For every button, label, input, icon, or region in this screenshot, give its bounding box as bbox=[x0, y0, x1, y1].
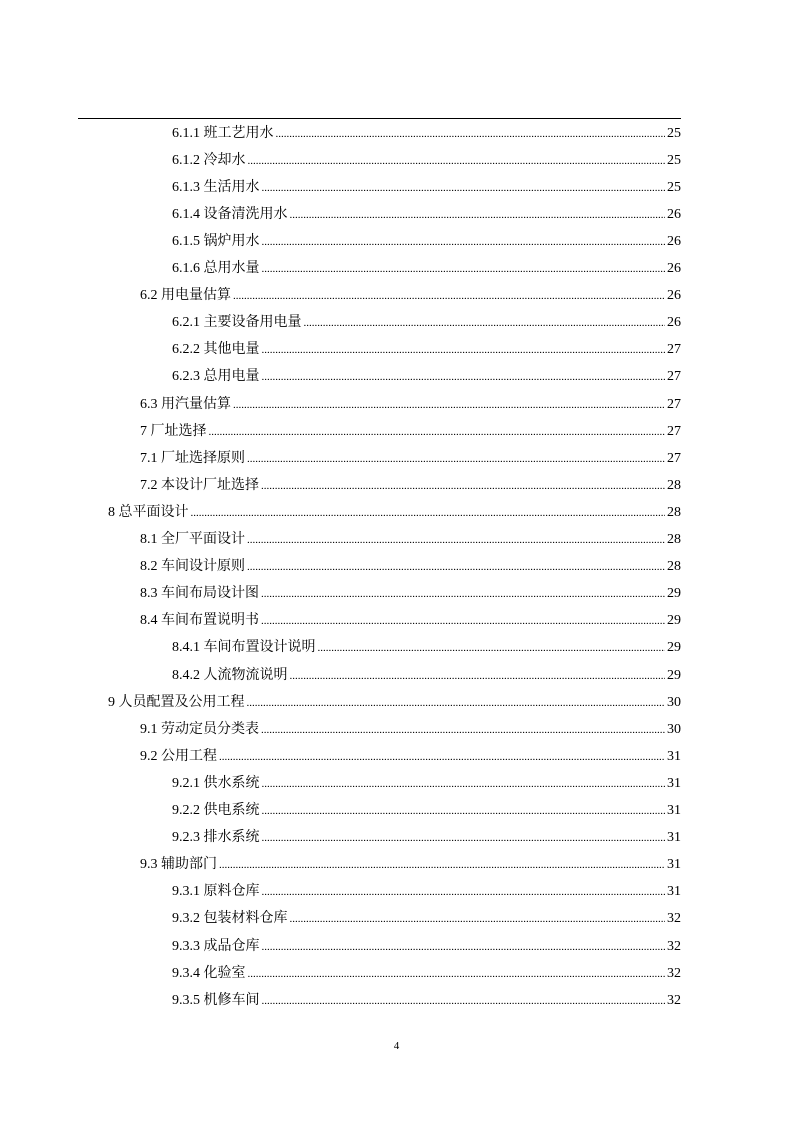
toc-entry-page: 29 bbox=[667, 667, 681, 683]
toc-entry-page: 26 bbox=[667, 261, 681, 276]
toc-entry-title: 8.4.2 人流物流说明 bbox=[172, 667, 288, 683]
toc-entry-page: 26 bbox=[667, 233, 681, 249]
toc-entry-title: 9 人员配置及公用工程 bbox=[108, 694, 245, 710]
toc-entry-title: 8.4 车间布置说明书 bbox=[140, 613, 259, 629]
toc-entry[interactable] bbox=[172, 987, 681, 1014]
toc-entry-page: 29 bbox=[667, 586, 681, 602]
toc-entry-page: 29 bbox=[667, 640, 681, 656]
toc-entry[interactable] bbox=[140, 445, 681, 472]
toc-entry-page: 25 bbox=[667, 152, 681, 168]
toc-dot-leader bbox=[276, 121, 666, 148]
toc-entry-page: 32 bbox=[667, 911, 681, 927]
toc-entry[interactable] bbox=[172, 228, 681, 255]
toc-entry-title: 6.1.5 锅炉用水 bbox=[172, 233, 260, 249]
toc-dot-leader bbox=[262, 988, 666, 1015]
toc-entry-title: 7.2 本设计厂址选择 bbox=[140, 477, 259, 493]
toc-entry-page: 28 bbox=[667, 477, 681, 493]
toc-entry-page: 30 bbox=[667, 694, 681, 710]
toc-dot-leader bbox=[262, 256, 666, 283]
toc-entry[interactable] bbox=[172, 336, 681, 363]
toc-dot-leader bbox=[233, 283, 665, 310]
toc-entry[interactable] bbox=[108, 499, 681, 526]
toc-entry-title: 8 总平面设计 bbox=[108, 504, 189, 520]
toc-entry-page: 31 bbox=[667, 803, 681, 818]
toc-entry[interactable] bbox=[140, 553, 681, 580]
toc-entry[interactable] bbox=[140, 580, 681, 607]
toc-entry-title: 6.1.1 班工艺用水 bbox=[172, 125, 274, 141]
toc-entry-title: 8.1 全厂平面设计 bbox=[140, 532, 245, 547]
toc-entry-title: 9.3.5 机修车间 bbox=[172, 992, 260, 1008]
toc-entry-title: 9.2.1 供水系统 bbox=[172, 775, 260, 791]
toc-entry[interactable] bbox=[172, 905, 681, 932]
toc-entry-page: 27 bbox=[667, 423, 681, 439]
toc-entry-page: 29 bbox=[667, 613, 681, 629]
toc-entry[interactable] bbox=[140, 391, 681, 418]
toc-dot-leader bbox=[219, 744, 665, 771]
toc-entry[interactable] bbox=[172, 174, 681, 201]
toc-entry[interactable] bbox=[172, 309, 681, 336]
toc-dot-leader bbox=[262, 364, 666, 391]
toc-dot-leader bbox=[261, 473, 665, 500]
toc-entry-page: 28 bbox=[667, 504, 681, 520]
toc-dot-leader bbox=[261, 717, 665, 744]
toc-entry[interactable] bbox=[172, 255, 681, 282]
toc-entry-page: 26 bbox=[667, 206, 681, 222]
toc-entry-page: 26 bbox=[667, 288, 681, 304]
toc-dot-leader bbox=[261, 608, 665, 635]
toc-entry-page: 31 bbox=[667, 748, 681, 764]
toc-dot-leader bbox=[247, 446, 665, 473]
toc-entry[interactable] bbox=[140, 472, 681, 499]
toc-dot-leader bbox=[209, 419, 666, 446]
toc-entry[interactable] bbox=[172, 662, 681, 689]
toc-entry[interactable] bbox=[172, 824, 681, 851]
toc-dot-leader bbox=[248, 961, 666, 988]
toc-entry[interactable] bbox=[172, 770, 681, 797]
toc-entry[interactable] bbox=[140, 418, 681, 445]
toc-entry-page: 27 bbox=[667, 342, 681, 358]
toc-entry-title: 7.1 厂址选择原则 bbox=[140, 450, 245, 466]
toc-entry-page: 25 bbox=[667, 125, 681, 141]
toc-entry[interactable] bbox=[172, 960, 681, 987]
toc-dot-leader bbox=[233, 392, 665, 419]
toc-entry-page: 31 bbox=[667, 775, 681, 791]
toc-entry-page: 30 bbox=[667, 721, 681, 737]
toc-entry-title: 9.3.4 化验室 bbox=[172, 965, 246, 981]
toc-entry-title: 9.3 辅助部门 bbox=[140, 857, 217, 873]
toc-dot-leader bbox=[247, 527, 665, 554]
toc-entry-page: 31 bbox=[667, 830, 681, 846]
toc-entry[interactable] bbox=[140, 716, 681, 743]
toc-entry-title: 9.3.3 成品仓库 bbox=[172, 938, 260, 954]
page-number: 4 bbox=[393, 1040, 400, 1052]
toc-entry-title: 7 厂址选择 bbox=[140, 423, 207, 439]
toc-dot-leader bbox=[262, 934, 666, 961]
toc-dot-leader bbox=[290, 906, 666, 933]
toc-entry-title: 6.1.6 总用水量 bbox=[172, 261, 260, 276]
toc-entry-title: 6.1.2 冷却水 bbox=[172, 152, 246, 168]
toc-entry[interactable] bbox=[140, 282, 681, 309]
toc-dot-leader bbox=[262, 771, 666, 798]
toc-entry-page: 26 bbox=[667, 315, 681, 331]
toc-entry-page: 27 bbox=[667, 369, 681, 385]
toc-entry-title: 8.3 车间布局设计图 bbox=[140, 586, 259, 602]
toc-entry-title: 6.1.4 设备清洗用水 bbox=[172, 206, 288, 222]
toc-dot-leader bbox=[262, 337, 666, 364]
toc-dot-leader bbox=[304, 310, 666, 337]
toc-dot-leader bbox=[318, 635, 666, 662]
toc-entry[interactable] bbox=[172, 797, 681, 824]
toc-entry-title: 9.2.3 排水系统 bbox=[172, 830, 260, 846]
toc-entry-title: 9.1 劳动定员分类表 bbox=[140, 721, 259, 737]
toc-dot-leader bbox=[247, 554, 665, 581]
toc-entry-page: 27 bbox=[667, 450, 681, 466]
toc-dot-leader bbox=[290, 663, 666, 690]
toc-entry-page: 32 bbox=[667, 965, 681, 981]
toc-dot-leader bbox=[261, 581, 665, 608]
toc-entry[interactable] bbox=[140, 851, 681, 878]
toc-entry-title: 6.2.3 总用电量 bbox=[172, 369, 260, 385]
toc-entry[interactable] bbox=[172, 201, 681, 228]
toc-entry-title: 9.2 公用工程 bbox=[140, 748, 217, 764]
toc-entry[interactable] bbox=[172, 120, 681, 147]
toc-entry[interactable] bbox=[172, 634, 681, 661]
toc-entry-title: 8.2 车间设计原则 bbox=[140, 559, 245, 575]
toc-entry[interactable] bbox=[172, 147, 681, 174]
toc-entry-title: 6.2.2 其他电量 bbox=[172, 342, 260, 358]
toc-entry-title: 9.2.2 供电系统 bbox=[172, 803, 260, 818]
toc-entry[interactable] bbox=[140, 607, 681, 634]
toc-entry[interactable] bbox=[172, 933, 681, 960]
toc-entry-page: 32 bbox=[667, 938, 681, 954]
toc-entry-title: 8.4.1 车间布置设计说明 bbox=[172, 640, 316, 656]
toc-entry-title: 6.3 用汽量估算 bbox=[140, 396, 231, 412]
toc-entry[interactable] bbox=[140, 526, 681, 553]
toc-dot-leader bbox=[219, 852, 665, 879]
toc-entry-title: 9.3.2 包装材料仓库 bbox=[172, 911, 288, 927]
toc-entry-page: 28 bbox=[667, 559, 681, 575]
toc-dot-leader bbox=[262, 798, 666, 825]
toc-entry-page: 28 bbox=[667, 532, 681, 547]
toc-entry[interactable] bbox=[172, 363, 681, 390]
toc-dot-leader bbox=[191, 500, 666, 527]
toc-entry-page: 32 bbox=[667, 992, 681, 1008]
toc-entry[interactable] bbox=[108, 689, 681, 716]
toc-dot-leader bbox=[290, 202, 666, 229]
toc-dot-leader bbox=[262, 229, 666, 256]
toc-entry-title: 6.2.1 主要设备用电量 bbox=[172, 315, 302, 331]
toc-dot-leader bbox=[247, 690, 666, 717]
toc-entry-title: 9.3.1 原料仓库 bbox=[172, 884, 260, 900]
toc-dot-leader bbox=[262, 175, 666, 202]
toc-entry-page: 31 bbox=[667, 884, 681, 900]
toc-entry-page: 31 bbox=[667, 857, 681, 873]
toc-dot-leader bbox=[248, 148, 666, 175]
toc-entry-page: 25 bbox=[667, 179, 681, 195]
toc-entry[interactable] bbox=[140, 743, 681, 770]
toc-dot-leader bbox=[262, 825, 666, 852]
toc-dot-leader bbox=[262, 879, 666, 906]
toc-entry-page: 27 bbox=[667, 396, 681, 412]
toc-entry-title: 6.1.3 生活用水 bbox=[172, 179, 260, 195]
toc-entry-title: 6.2 用电量估算 bbox=[140, 288, 231, 304]
toc-entry[interactable] bbox=[172, 878, 681, 905]
